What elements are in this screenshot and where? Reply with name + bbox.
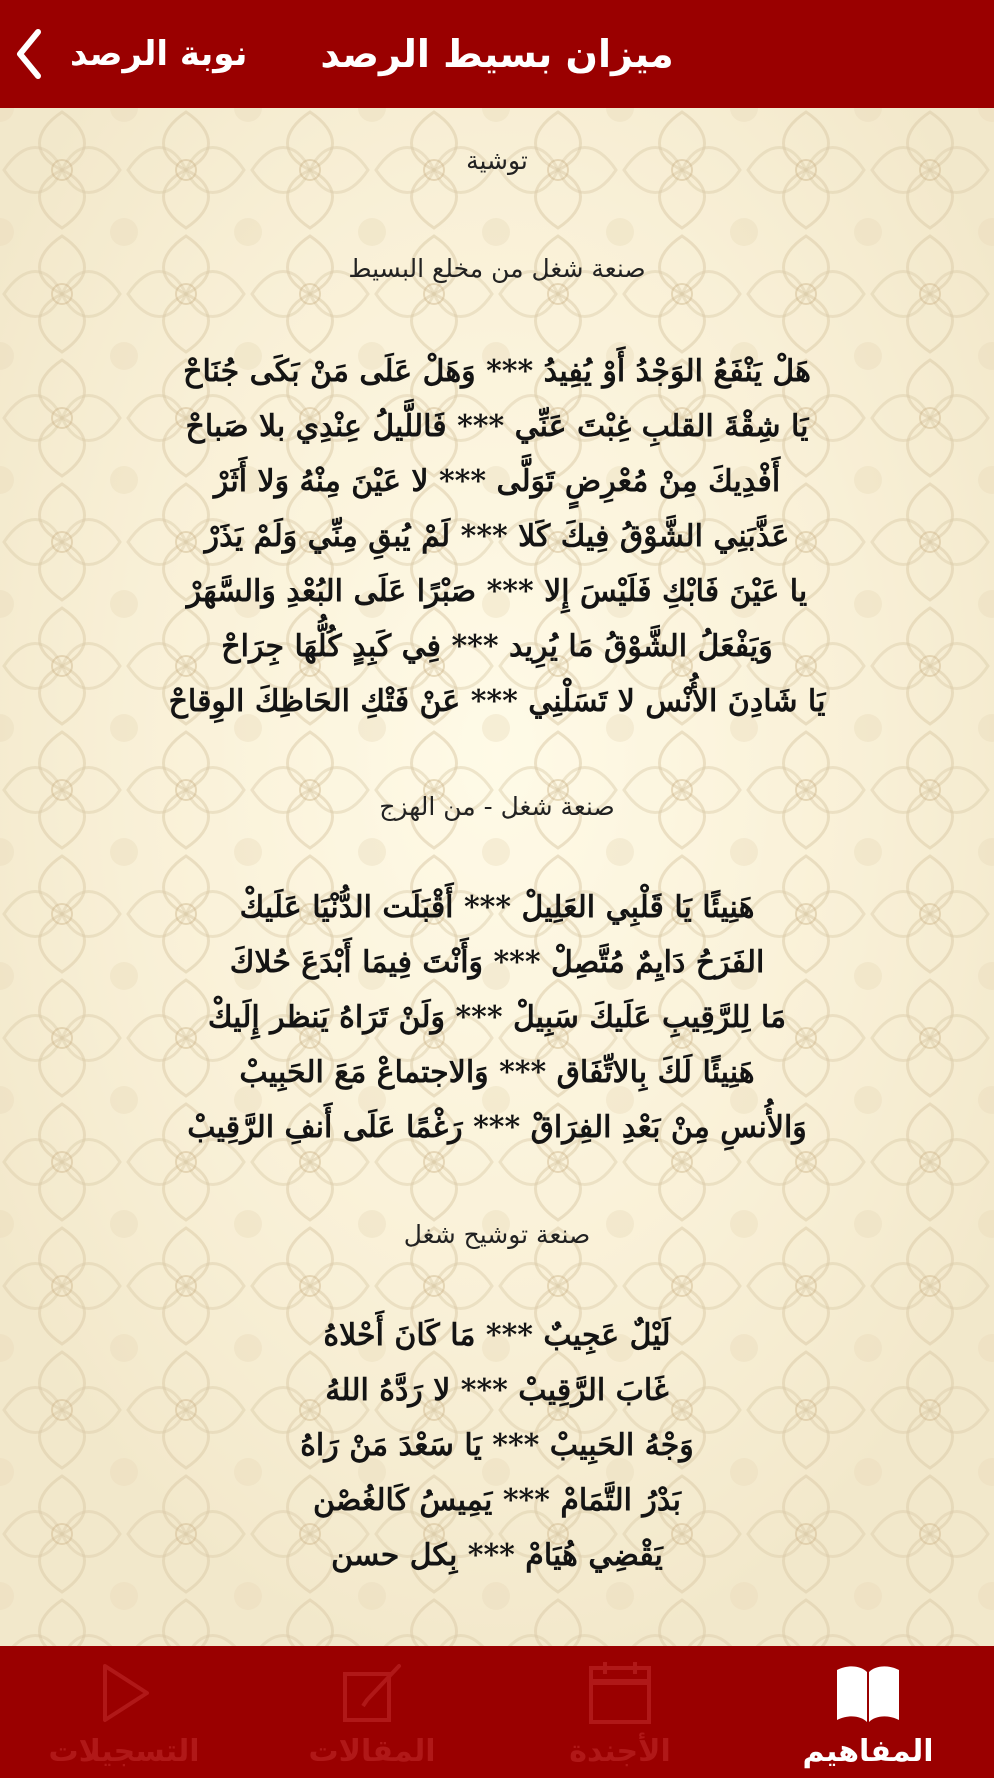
verse-line: مَا لِلرَّقِيبِ عَلَيكَ سَبِيلْ *** وَلَنْ تَرَاهُ يَنظر إِلَيكْ [207,1000,787,1035]
tab-label: الأجندة [569,1734,671,1769]
edit-note-icon [337,1660,407,1726]
tab-concepts[interactable] [744,1646,992,1778]
arabesque-background-pattern [0,108,994,1646]
verse-line: وَجْهُ الحَبِيبْ *** يَا سَعْدَ مَنْ رَاهُ [300,1428,694,1463]
tab-agenda[interactable] [496,1646,744,1778]
verse-line: هَنِيئًا لَكَ بِالاتِّفَاق *** وَالاجتماعْ مَعَ الحَبِيبْ [239,1055,755,1090]
tab-label: المفاهيم [802,1734,934,1769]
tab-label: التسجيلات [48,1734,200,1769]
verse-line: يا عَيْنَ فَابْكِ فَلَيْسَ إِلا *** صَبْرًا عَلَى البُعْدِ وَالسَّهَرْ [186,574,808,609]
verse-line: بَدْرُ التَّمَامْ *** يَمِيسُ كَالغُصْن [313,1483,681,1518]
verse-line: هَلْ يَنْفَعُ الوَجْدُ أَوْ يُفِيدُ *** وَهَلْ عَلَى مَنْ بَكَى جُنَاحْ [183,354,811,389]
tab-recordings[interactable] [0,1646,248,1778]
verse-line: يَا شَادِنَ الأُنْس لا تَسَلْنِي *** عَنْ فَتْكِ الحَاظِكَ الوِقاحْ [168,684,826,719]
verse-line: أَفْدِيكَ مِنْ مُعْرِضٍ تَوَلَّى *** لا عَيْنَ مِنْهُ وَلا أَثَرْ [213,464,781,499]
verse-line: وَيَفْعَلُ الشَّوْقُ مَا يُرِيد *** فِي كَبِدٍ كُلُّهَا جِرَاحْ [221,629,773,664]
tab-label: المقالات [308,1734,436,1769]
bottom-tab-bar [0,1646,994,1778]
page-title: ميزان بسيط الرصد [320,32,674,76]
verse-line: وَالأُنسِ مِنْ بَعْدِ الفِرَاقْ *** رَغْمًا عَلَى أَنفِ الرَّقِيبْ [187,1110,807,1145]
verse-line: يَا شِقْةَ القلبِ غِبْتَ عَنِّي *** فَاللَّيلُ عِنْدِي بلا صَباحْ [185,409,809,444]
verse-line: يَقْضِي هُيَامْ *** بِكل حسن [331,1538,663,1573]
section-title: صنعة شغل من مخلع البسيط [348,254,646,283]
navigation-bar [0,0,994,108]
verse-line: الفَرَحُ دَايِمٌ مُتَّصِلْ *** وَأَنْتَ فِيمَا أَبْدَعَ حُلاكَ [229,945,765,980]
section-title: توشية [466,146,528,175]
play-icon [89,1660,159,1726]
back-button-label: نوبة الرصد [70,34,248,74]
screen-edge [994,0,1000,1778]
verse-line: لَيْلٌ عَجِيبٌ *** مَا كَانَ أَحْلاهُ [323,1318,671,1353]
verse-line: غَابَ الرَّقِيبْ *** لا رَدَّهُ اللهُ [325,1373,669,1408]
section-title: صنعة شغل - من الهزج [379,792,615,821]
verse-line: عَذَّبَنِي الشَّوْقُ فِيكَ كَلا *** لَمْ يُبقِ مِنِّي وَلَمْ يَذَرْ [204,519,790,554]
tab-articles[interactable] [248,1646,496,1778]
verse-line: هَنِيئًا يَا قَلْبِي العَلِيلْ *** أَقْبَلَت الدُّنْيَا عَلَيكْ [239,890,755,925]
poem-content-scroll[interactable] [0,108,994,1646]
section-title: صنعة توشيح شغل [403,1220,591,1249]
calendar-icon [585,1660,655,1726]
open-book-icon [833,1660,903,1726]
